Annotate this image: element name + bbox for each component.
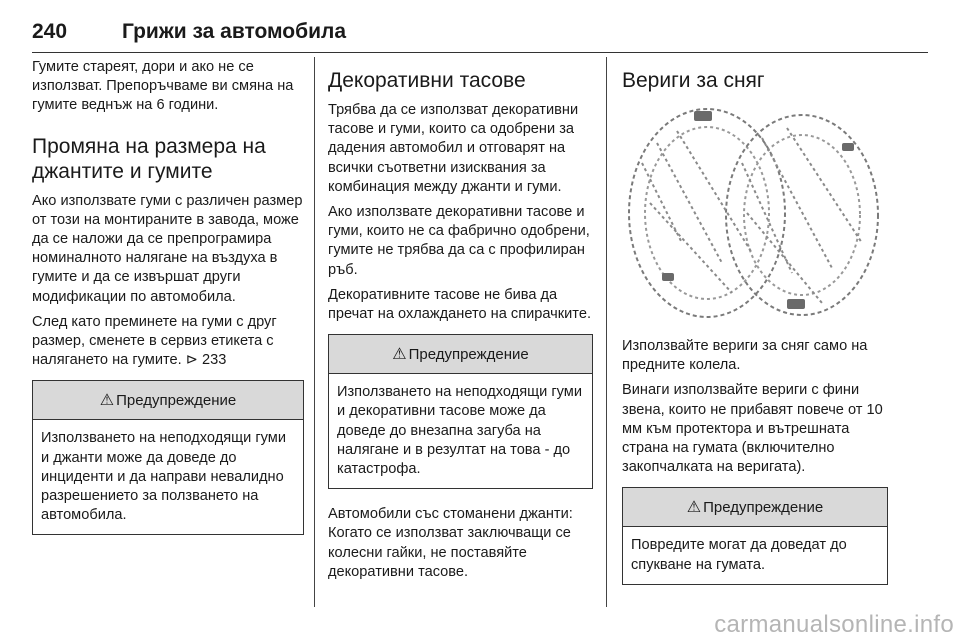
column-2 xyxy=(328,58,593,588)
page-header xyxy=(32,18,928,53)
column-divider xyxy=(606,57,607,607)
paragraph: Ако използвате декоративни тасове и гуми, които не са фабрично одобрени, гумите не трябва да са с профилиран ръб. xyxy=(328,204,590,278)
warning-triangle-icon: ⚠ xyxy=(686,499,702,517)
paragraph: Декоративните тасове не бива да пречат на охлаждането на спирачките. xyxy=(328,286,592,323)
page-number: 240 xyxy=(32,20,68,43)
section-title-snow-chains: Вериги за сняг xyxy=(622,69,765,92)
watermark: carmanualsonline.info xyxy=(714,611,954,638)
warning-label: Предупреждение xyxy=(703,498,824,516)
snow-chains-illustration xyxy=(622,103,884,323)
section-title-hubcaps: Декоративни тасове xyxy=(328,69,526,92)
warning-text: Използването на неподходящи гуми и джанти може да доведе до инциденти и да направи невалидно разрешението за ползването на автомобила. xyxy=(41,430,286,524)
warning-box xyxy=(32,380,304,535)
warning-text: Повредите могат да доведат до спукване на гумата. xyxy=(631,537,847,573)
section-title-rim-size: Промяна на размера на джантите и гумите xyxy=(32,134,266,183)
paragraph: Трябва да се използват декоративни тасове и гуми, които са одобрени за дадения автомобил и отговарят на всички съответни изисквания за комбинация между джанти и гуми. xyxy=(328,102,579,195)
intro-paragraph: Гумите стареят, дори и ако не се използват. Препоръчваме ви смяна на гумите веднъж на 6 години. xyxy=(32,59,294,114)
column-1 xyxy=(32,58,304,535)
warning-header xyxy=(33,381,303,420)
paragraph: Автомобили със стоманени джанти: Когато се използват заключващи се колесни гайки, не поставяйте декоративни тасове. xyxy=(328,506,573,580)
warning-triangle-icon: ⚠ xyxy=(99,392,115,410)
warning-label: Предупреждение xyxy=(408,345,529,363)
warning-box xyxy=(328,334,593,489)
page-title: Грижи за автомобила xyxy=(122,20,347,43)
warning-triangle-icon: ⚠ xyxy=(392,346,407,364)
column-divider xyxy=(314,57,315,607)
page-reference-link[interactable]: 233 xyxy=(202,352,227,369)
paragraph: Ако използвате гуми с различен размер от този на монтираните в завода, може да се наложи да се препрограмира номиналното налягане на въздуха в гумите и да се извършат други модификации по автомобила. xyxy=(32,192,303,305)
warning-header xyxy=(329,335,592,374)
paragraph: Използвайте вериги за сняг само на предните колела. xyxy=(622,338,868,374)
reference-arrow-icon: ⊳ xyxy=(181,352,203,369)
warning-box xyxy=(622,487,888,584)
paragraph xyxy=(32,313,304,371)
warning-header xyxy=(623,488,887,527)
warning-text: Използването на неподходящи гуми и декоративни тасове може да доведе до внезапна загуба на налягане и в резултат на това - до катастрофа. xyxy=(337,384,582,478)
warning-label: Предупреждение xyxy=(116,391,237,409)
column-3 xyxy=(622,58,888,585)
paragraph: Винаги използвайте вериги с фини звена, които не прибавят повече от 10 мм към протектора и вътрешната страна на гумата (включително закопчалката на веригата). xyxy=(622,382,883,476)
paragraph-text: След като преминете на гуми с друг размер, сменете в сервиз етикета с налягането на гумите. xyxy=(32,313,277,369)
